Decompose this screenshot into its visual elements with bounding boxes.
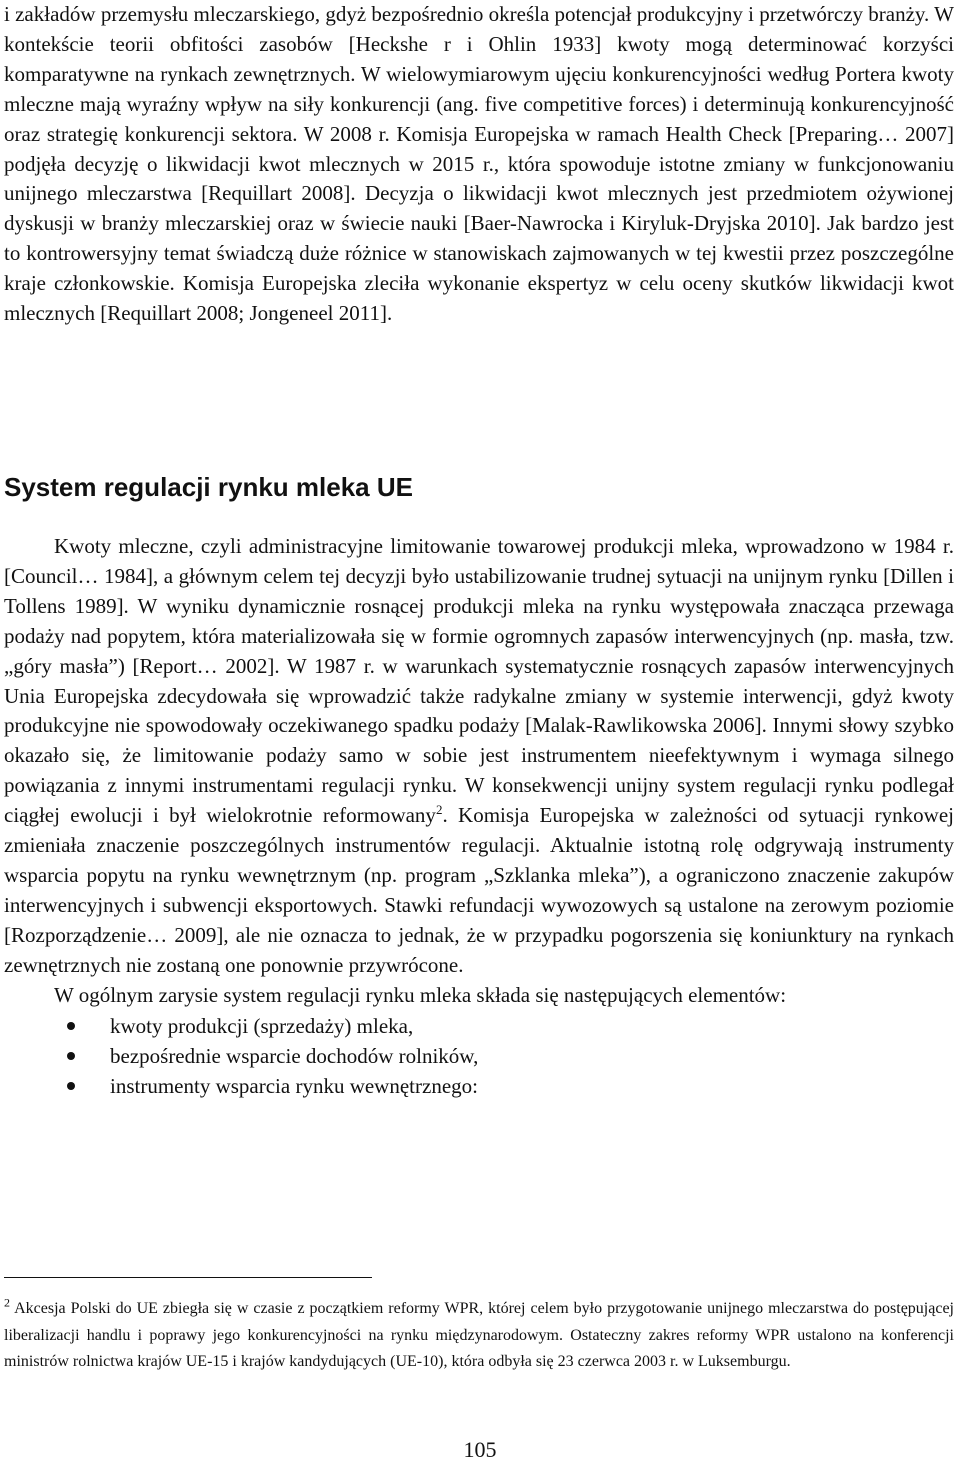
paragraph-1-text-end: . Komisja Europejska w zależności od sytuacji rynkowej zmieniała znaczenie poszczególnych instrumentów regulacji. Aktualnie istotną rolę odgrywają instrumenty wsparcia popytu na rynku wewnętrznym (np. program „Szklanka mleka”), a ograniczono znaczenie zakupów interwencyjnych i subwencji eksportowych. Stawki refundacji wywozowych są ustalone na zerowym poziomie [Rozporządzenie… 2009], ale nie oznacza to jednak, że w przypadku pogorszenia się koniunktury na rynkach zewnętrznych nie zostaną one ponownie przywrócone.: [4, 803, 954, 977]
paragraph-1-text-start: Kwoty mleczne, czyli administracyjne limitowanie towarowej produkcji mleka, wprowadzono w 1984 r. [Council… 1984], a głównym celem tej decyzji było ustabilizowanie trudnej sytuacji na unijnym rynku [Dillen i Tollens 1989]. W wyniku dynamicznie rosnącej produkcji mleka na rynku występowała znacząca przewaga podaży nad popytem, która materializowała się w formie ogromnych zapasów interwencyjnych (np. masła, tzw. „góry masła”) [Report… 2002]. W 1987 r. w warunkach systematycznie rosnących zapasów interwencyjnych Unia Europejska zdecydowała się wprowadzić także radykalne zmiany w systemie interwencji, gdyż kwoty produkcyjne nie spowodowały oczekiwanego spadku podaży [Malak-Rawlikowska 2006]. Innymi słowy szybko okazało się, że limitowanie podaży samo w sobie jest instrumentem nieefektywnym i wymaga silnego powiązania z innymi instrumentami regulacji rynku. W konsekwencji unijny system regulacji rynku podlegał ciągłej ewolucji i był wielokrotnie reformowany: [4, 534, 954, 828]
bullet-icon: [67, 1082, 75, 1090]
section-paragraph-2: W ogólnym zarysie system regulacji rynku mleka składa się następujących elementów:: [54, 982, 787, 1007]
bullet-icon: [67, 1022, 75, 1030]
footnote-text: Akcesja Polski do UE zbiegła się w czasie z początkiem reformy WPR, której celem było przygotowanie unijnego mleczarstwa do postępującej liberalizacji handlu i poprawy jego konkurencyjności na rynku międzynarodowym. Ostateczny zakres reformy WPR ustalono na konferencji ministrów rolnictwa krajów UE-15 i krajów kandydujących (UE-10), która odbyła się 23 czerwca 2003 r. w Luksemburgu.: [4, 1300, 954, 1370]
footnote-marker: 2: [4, 1295, 10, 1310]
list-item: [4, 1011, 954, 1041]
elements-list: [4, 1011, 954, 1101]
list-item-text: kwoty produkcji (sprzedaży) mleka,: [110, 1013, 414, 1038]
section-paragraph-1: [4, 532, 954, 981]
footnote-reference[interactable]: 2: [435, 802, 443, 818]
footnote: [4, 1296, 954, 1376]
list-item-text: instrumenty wsparcia rynku wewnętrznego:: [110, 1073, 478, 1098]
list-item-text: bezpośrednie wsparcie dochodów rolników,: [110, 1043, 479, 1068]
footnote-separator: [4, 1277, 372, 1278]
section-body: [4, 532, 954, 1101]
bullet-icon: [67, 1052, 75, 1060]
list-item: [4, 1071, 954, 1101]
section-heading: System regulacji rynku mleka UE: [4, 472, 413, 502]
intro-paragraph: i zakładów przemysłu mleczarskiego, gdyż bezpośrednio określa potencjał produkcyjny i przetwórczy branży. W kontekście teorii obfitości zasobów [Heckshe r i Ohlin 1933] kwoty mogą determinować korzyści komparatywne na rynkach zewnętrznych. W wielowymiarowym ujęciu konkurencyjności według Portera kwoty mleczne mają wyraźny wpływ na siły konkurencji (ang. five competitive forces) i determinują konkurencyjność oraz strategię konkurencji sektora. W 2008 r. Komisja Europejska w ramach Health Check [Preparing… 2007] podjęła decyzję o likwidacji kwot mlecznych w 2015 r., która spowoduje istotne zmiany w funkcjonowaniu unijnego mleczarstwa [Requillart 2008]. Decyzja o likwidacji kwot mlecznych jest przedmiotem ożywionej dyskusji w branży mleczarskiej oraz w świecie nauki [Baer-Nawrocka i Kiryluk-Dryjska 2010]. Jak bardzo jest to kontrowersyjny temat świadczą duże różnice w stanowiskach zajmowanych w tej kwestii przez poszczególne kraje członkowskie. Komisja Europejska zleciła wykonanie ekspertyz w celu oceny skutków likwidacji kwot mlecznych [Requillart 2008; Jongeneel 2011].: [4, 2, 954, 326]
page-number: 105: [463, 1437, 497, 1462]
list-item: [4, 1041, 954, 1071]
